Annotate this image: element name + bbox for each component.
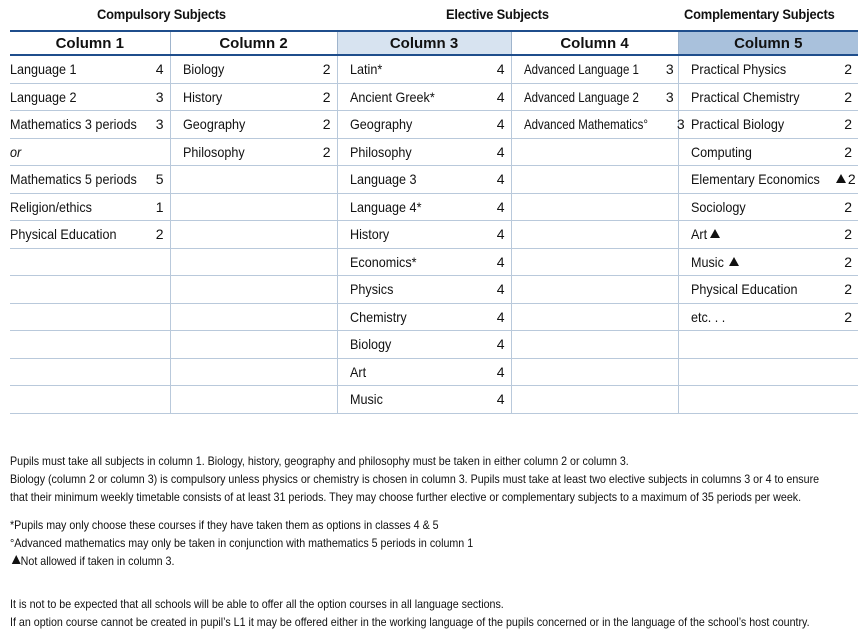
- subject-name-wrap: [350, 336, 396, 352]
- table-cell-col1: [10, 138, 170, 166]
- subject-name-wrap: [350, 61, 386, 77]
- subject-name-wrap: [10, 171, 151, 187]
- subject-entry: [10, 199, 164, 215]
- periods-value: 2: [155, 226, 164, 243]
- subject-name-wrap: [691, 226, 721, 242]
- subject-name-wrap: [691, 61, 797, 77]
- subject-entry: [350, 336, 505, 352]
- subject-name: Practical Chemistry: [690, 88, 800, 105]
- periods-value: 2: [844, 226, 852, 243]
- subject-name: Chemistry: [349, 308, 407, 325]
- table-cell-col1: [10, 166, 170, 194]
- subject-name: Practical Biology: [690, 116, 784, 133]
- subject-name: History: [349, 226, 389, 243]
- periods-value: 3: [665, 61, 674, 78]
- subject-name: Geography: [349, 116, 412, 133]
- subject-name-wrap: [691, 254, 740, 270]
- table-cell-col3: [337, 248, 511, 276]
- subject-entry: [691, 61, 853, 77]
- table-cell-col3: [337, 111, 511, 139]
- column-3-header: Column 3: [337, 31, 511, 55]
- subject-name-wrap: [691, 171, 846, 187]
- subject-entry: [691, 226, 853, 242]
- subject-name: Language 3: [349, 171, 417, 188]
- subject-entry: [350, 226, 505, 242]
- subject-name-wrap: [691, 199, 752, 215]
- subject-entry: [350, 309, 505, 325]
- rule-text: that their minimum weekly timetable consists of at least 31 periods. They may choose further elective or complementary subjects to a maximum of 35 periods per week.: [10, 490, 802, 504]
- table-cell-col2: [170, 83, 337, 111]
- subject-name: Advanced Mathematics°: [523, 116, 648, 133]
- table-cell-col4: [511, 193, 678, 221]
- table-row: [10, 111, 858, 139]
- subject-name: Religion/ethics: [10, 198, 92, 215]
- table-cell-col4: [511, 83, 678, 111]
- offer-block: [10, 595, 810, 631]
- table-cell-col2: [170, 386, 337, 414]
- subject-entry: [524, 336, 672, 352]
- table-cell-col2: [170, 138, 337, 166]
- periods-value: 1: [155, 198, 164, 215]
- periods-value: 3: [665, 88, 674, 105]
- subject-entry: [10, 364, 164, 380]
- periods-value: 3: [155, 88, 164, 105]
- subject-entry: [350, 199, 505, 215]
- triangle-icon: [836, 174, 846, 183]
- table-cell-col3: [337, 83, 511, 111]
- subject-entry: [183, 364, 331, 380]
- complementary-subjects-heading: Complementary Subjects: [684, 6, 835, 22]
- periods-value: 2: [844, 116, 852, 133]
- table-cell-col5: [678, 221, 858, 249]
- elective-subjects-heading: Elective Subjects: [446, 6, 549, 22]
- table-cell-col3: [337, 193, 511, 221]
- periods-value: 4: [496, 116, 505, 133]
- rule-text: Pupils must take all subjects in column 1. Biology, history, geography and philosophy must be taken in either column 2 or column 3.: [10, 454, 629, 468]
- table-row: [10, 138, 858, 166]
- table-cell-col4: [511, 276, 678, 304]
- table-row: [10, 386, 858, 414]
- column-header-row: [10, 31, 858, 55]
- table-cell-col2: [170, 111, 337, 139]
- subject-name-wrap: [691, 116, 795, 132]
- periods-value: 4: [496, 308, 505, 325]
- table-cell-col1: [10, 331, 170, 359]
- subject-name: Music: [690, 253, 724, 270]
- subject-name-wrap: [10, 89, 84, 105]
- periods-value: 3: [676, 116, 685, 133]
- column-4-header: Column 4: [511, 31, 678, 55]
- subject-entry: [524, 171, 672, 187]
- subjects-table-body: [10, 55, 858, 413]
- table-cell-col5: [678, 55, 858, 83]
- subject-entry: [350, 171, 505, 187]
- periods-value: 4: [496, 171, 505, 188]
- subject-name-wrap: [350, 226, 394, 242]
- subject-name-wrap: [524, 89, 664, 105]
- subject-name: Advanced Language 2: [523, 88, 639, 105]
- table-cell-col2: [170, 358, 337, 386]
- table-cell-col3: [337, 55, 511, 83]
- subject-entry: [691, 199, 853, 215]
- subject-name-wrap: [10, 226, 128, 242]
- subject-name-wrap: [350, 171, 424, 187]
- footnote-star: *Pupils may only choose these courses if they have taken them as options in classes 4 & 5: [10, 518, 439, 532]
- subject-entry: [10, 309, 164, 325]
- table-cell-col2: [170, 221, 337, 249]
- subject-name: Latin*: [349, 61, 382, 78]
- periods-value: 4: [496, 88, 505, 105]
- subject-entry: [691, 254, 853, 270]
- triangle-icon: [729, 257, 739, 266]
- table-cell-col2: [170, 248, 337, 276]
- table-cell-col1: [10, 358, 170, 386]
- subject-entry: [524, 254, 672, 270]
- table-cell-col1: [10, 303, 170, 331]
- subject-name-wrap: [691, 144, 759, 160]
- subject-entry: [691, 281, 853, 297]
- subject-entry: [10, 61, 164, 77]
- subject-entry: [183, 254, 331, 270]
- subject-entry: [691, 144, 853, 160]
- subject-entry: [10, 281, 164, 297]
- table-row: [10, 193, 858, 221]
- subject-entry: [350, 116, 505, 132]
- subject-entry: [183, 336, 331, 352]
- subject-name: Philosophy: [182, 143, 245, 160]
- subject-name: Music: [349, 391, 383, 408]
- table-cell-col3: [337, 386, 511, 414]
- periods-value: 2: [322, 143, 331, 160]
- table-cell-col3: [337, 358, 511, 386]
- subject-entry: [524, 199, 672, 215]
- table-cell-col4: [511, 166, 678, 194]
- periods-value: 4: [496, 61, 505, 78]
- subject-entry: [524, 391, 672, 407]
- offer-text: It is not to be expected that all schools will be able to offer all the option courses in all language sections.: [10, 597, 504, 611]
- subject-entry: [691, 116, 853, 132]
- subject-name: Advanced Language 1: [523, 61, 639, 78]
- table-cell-col2: [170, 303, 337, 331]
- subject-entry: [10, 89, 164, 105]
- table-cell-col1: [10, 83, 170, 111]
- subject-entry: [183, 226, 331, 242]
- rules-block: [10, 452, 819, 506]
- periods-value: 2: [844, 308, 852, 325]
- subject-name: Biology: [349, 336, 391, 353]
- subject-name: Mathematics 5 periods: [10, 171, 137, 188]
- periods-value: 3: [155, 116, 164, 133]
- table-cell-col3: [337, 303, 511, 331]
- subject-entry: [350, 281, 505, 297]
- rule-text: Biology (column 2 or column 3) is compulsory unless physics or chemistry is chosen in column 3. Pupils must take at least two elective subjects in columns 3 or 4 to ensure: [10, 472, 820, 486]
- table-cell-col1: [10, 55, 170, 83]
- periods-value: 2: [322, 116, 331, 133]
- footnote-triangle: [10, 552, 473, 570]
- table-row: [10, 358, 858, 386]
- periods-value: 4: [496, 198, 505, 215]
- table-row: [10, 221, 858, 249]
- subject-entry: [183, 171, 331, 187]
- triangle-icon: [12, 555, 21, 564]
- subject-entry: [524, 309, 672, 325]
- periods-value: 4: [496, 226, 505, 243]
- subject-name: Art: [690, 226, 707, 243]
- subject-name-wrap: [10, 144, 22, 160]
- subject-name-wrap: [10, 199, 101, 215]
- subject-entry: [183, 281, 331, 297]
- subject-entry: [350, 89, 505, 105]
- table-cell-col4: [511, 358, 678, 386]
- subject-entry: [524, 61, 672, 77]
- subject-entry: [524, 281, 672, 297]
- table-cell-col2: [170, 193, 337, 221]
- subject-entry: [524, 144, 672, 160]
- subject-name-wrap: [350, 89, 444, 105]
- periods-value: 2: [844, 61, 852, 78]
- subject-name: Ancient Greek*: [349, 88, 435, 105]
- subject-name-wrap: [10, 116, 151, 132]
- table-cell-col5: [678, 303, 858, 331]
- table-cell-col4: [511, 331, 678, 359]
- subject-entry: [10, 391, 164, 407]
- subject-entry: [183, 199, 331, 215]
- table-cell-col4: [511, 303, 678, 331]
- subject-name: Philosophy: [349, 143, 412, 160]
- periods-value: 4: [496, 336, 505, 353]
- subject-entry: [183, 391, 331, 407]
- table-cell-col1: [10, 276, 170, 304]
- table-cell-col4: [511, 386, 678, 414]
- table-cell-col2: [170, 55, 337, 83]
- subject-name-wrap: [524, 116, 675, 132]
- table-cell-col2: [170, 331, 337, 359]
- subject-name-wrap: [350, 281, 398, 297]
- subject-name-wrap: [350, 309, 413, 325]
- subject-name-wrap: [691, 89, 812, 105]
- subject-name: etc. . .: [690, 308, 725, 325]
- table-row: [10, 83, 858, 111]
- subject-name-wrap: [183, 89, 227, 105]
- subject-entry: [10, 226, 164, 242]
- subject-name: Physical Education: [690, 281, 797, 298]
- subject-entry: [523, 116, 685, 133]
- periods-value: 2: [322, 61, 331, 78]
- subject-entry: [691, 309, 853, 325]
- periods-value: 4: [496, 143, 505, 160]
- subject-name-wrap: [350, 391, 387, 407]
- subject-name-wrap: [350, 254, 424, 270]
- periods-value: 2: [844, 88, 852, 105]
- table-cell-col5: [678, 166, 858, 194]
- subject-entry: [691, 336, 853, 352]
- periods-value: 2: [847, 171, 856, 188]
- subject-name: Geography: [182, 116, 245, 133]
- subject-name-wrap: [183, 61, 229, 77]
- triangle-icon: [710, 229, 720, 238]
- column-5-header: Column 5: [678, 31, 858, 55]
- subject-entry: [691, 364, 853, 380]
- subject-entry: [10, 336, 164, 352]
- table-cell-col1: [10, 193, 170, 221]
- table-cell-col3: [337, 276, 511, 304]
- subject-name-wrap: [183, 144, 252, 160]
- subject-name-wrap: [350, 116, 419, 132]
- table-row: [10, 166, 858, 194]
- table-cell-col5: [678, 138, 858, 166]
- table-cell-col5: [678, 331, 858, 359]
- subject-name: Biology: [182, 61, 224, 78]
- subject-entry: [524, 364, 672, 380]
- subject-entry: [10, 171, 164, 187]
- periods-value: 2: [844, 281, 852, 298]
- table-cell-col4: [511, 55, 678, 83]
- subject-name: Economics*: [349, 253, 417, 270]
- subject-name: Sociology: [690, 198, 746, 215]
- subject-entry: [183, 309, 331, 325]
- table-cell-col5: [678, 193, 858, 221]
- table-cell-col4: [511, 248, 678, 276]
- subject-name: Mathematics 3 periods: [10, 116, 137, 133]
- subject-name-wrap: [10, 61, 84, 77]
- footnote-triangle-text: Not allowed if taken in column 3.: [20, 554, 175, 568]
- subject-name-wrap: [350, 199, 429, 215]
- subject-entry: [690, 171, 856, 188]
- table-cell-col5: [678, 248, 858, 276]
- subject-name-wrap: [691, 281, 809, 297]
- table-row: [10, 248, 858, 276]
- table-row: [10, 55, 858, 83]
- subject-name: or: [10, 143, 22, 160]
- periods-value: 4: [496, 281, 505, 298]
- periods-value: 2: [844, 143, 852, 160]
- subject-entry: [524, 89, 672, 105]
- subject-entry: [183, 116, 331, 132]
- subject-entry: [350, 254, 505, 270]
- subject-entry: [183, 89, 331, 105]
- subject-entry: [350, 61, 505, 77]
- periods-value: 2: [844, 253, 852, 270]
- subject-name: Language 1: [10, 61, 77, 78]
- table-cell-col1: [10, 248, 170, 276]
- subject-entry: [350, 144, 505, 160]
- subject-name: Language 2: [10, 88, 77, 105]
- table-cell-col5: [678, 386, 858, 414]
- table-cell-col2: [170, 166, 337, 194]
- subject-name-wrap: [524, 61, 664, 77]
- subject-entry: [350, 391, 505, 407]
- subject-entry: [691, 89, 853, 105]
- periods-value: 4: [496, 391, 505, 408]
- subject-name: Computing: [690, 143, 752, 160]
- periods-value: 2: [844, 198, 852, 215]
- table-cell-col4: [511, 221, 678, 249]
- footnote-degree: °Advanced mathematics may only be taken in conjunction with mathematics 5 periods in column 1: [10, 536, 474, 550]
- subject-entry: [183, 61, 331, 77]
- subject-entry: [10, 116, 164, 132]
- column-1-header: Column 1: [10, 31, 170, 55]
- table-cell-col4: [511, 111, 685, 139]
- table-cell-col4: [511, 138, 678, 166]
- periods-value: 4: [155, 61, 164, 78]
- subject-name: Physical Education: [10, 226, 117, 243]
- subject-name: Practical Physics: [690, 61, 786, 78]
- table-cell-col5: [678, 358, 858, 386]
- subject-entry: [183, 144, 331, 160]
- table-row: [10, 303, 858, 331]
- subject-name: Art: [349, 363, 366, 380]
- column-2-header: Column 2: [170, 31, 337, 55]
- table-cell-col3: [337, 166, 511, 194]
- table-cell-col3: [337, 138, 511, 166]
- subject-name: Elementary Economics: [690, 171, 820, 188]
- table-cell-col5: [678, 83, 858, 111]
- subject-entry: [350, 364, 505, 380]
- subject-entry: [10, 254, 164, 270]
- periods-value: 2: [322, 88, 331, 105]
- table-cell-col2: [170, 276, 337, 304]
- subject-name-wrap: [691, 309, 729, 325]
- subject-entry: [524, 226, 672, 242]
- table-cell-col5: [678, 111, 858, 139]
- periods-value: 5: [155, 171, 164, 188]
- table-cell-col3: [337, 221, 511, 249]
- subject-name-wrap: [350, 364, 368, 380]
- footnotes-block: [10, 516, 473, 570]
- subject-name: History: [182, 88, 222, 105]
- table-cell-col1: [10, 111, 170, 139]
- table-cell-col5: [678, 276, 858, 304]
- subject-entry: [10, 144, 164, 160]
- periods-value: 4: [496, 363, 505, 380]
- table-cell-col3: [337, 331, 511, 359]
- offer-text: If an option course cannot be created in pupil’s L1 it may be offered either in the working language of the pupils concerned or in the language of the school’s host country.: [10, 615, 810, 629]
- table-row: [10, 331, 858, 359]
- periods-value: 4: [496, 253, 505, 270]
- subject-name-wrap: [183, 116, 252, 132]
- table-row: [10, 276, 858, 304]
- subject-name: Language 4*: [349, 198, 421, 215]
- table-cell-col1: [10, 386, 170, 414]
- compulsory-subjects-heading: Compulsory Subjects: [97, 6, 226, 22]
- subject-name: Physics: [349, 281, 393, 298]
- subjects-table: [10, 30, 858, 414]
- subject-entry: [691, 391, 853, 407]
- subject-name-wrap: [350, 144, 419, 160]
- table-cell-col1: [10, 221, 170, 249]
